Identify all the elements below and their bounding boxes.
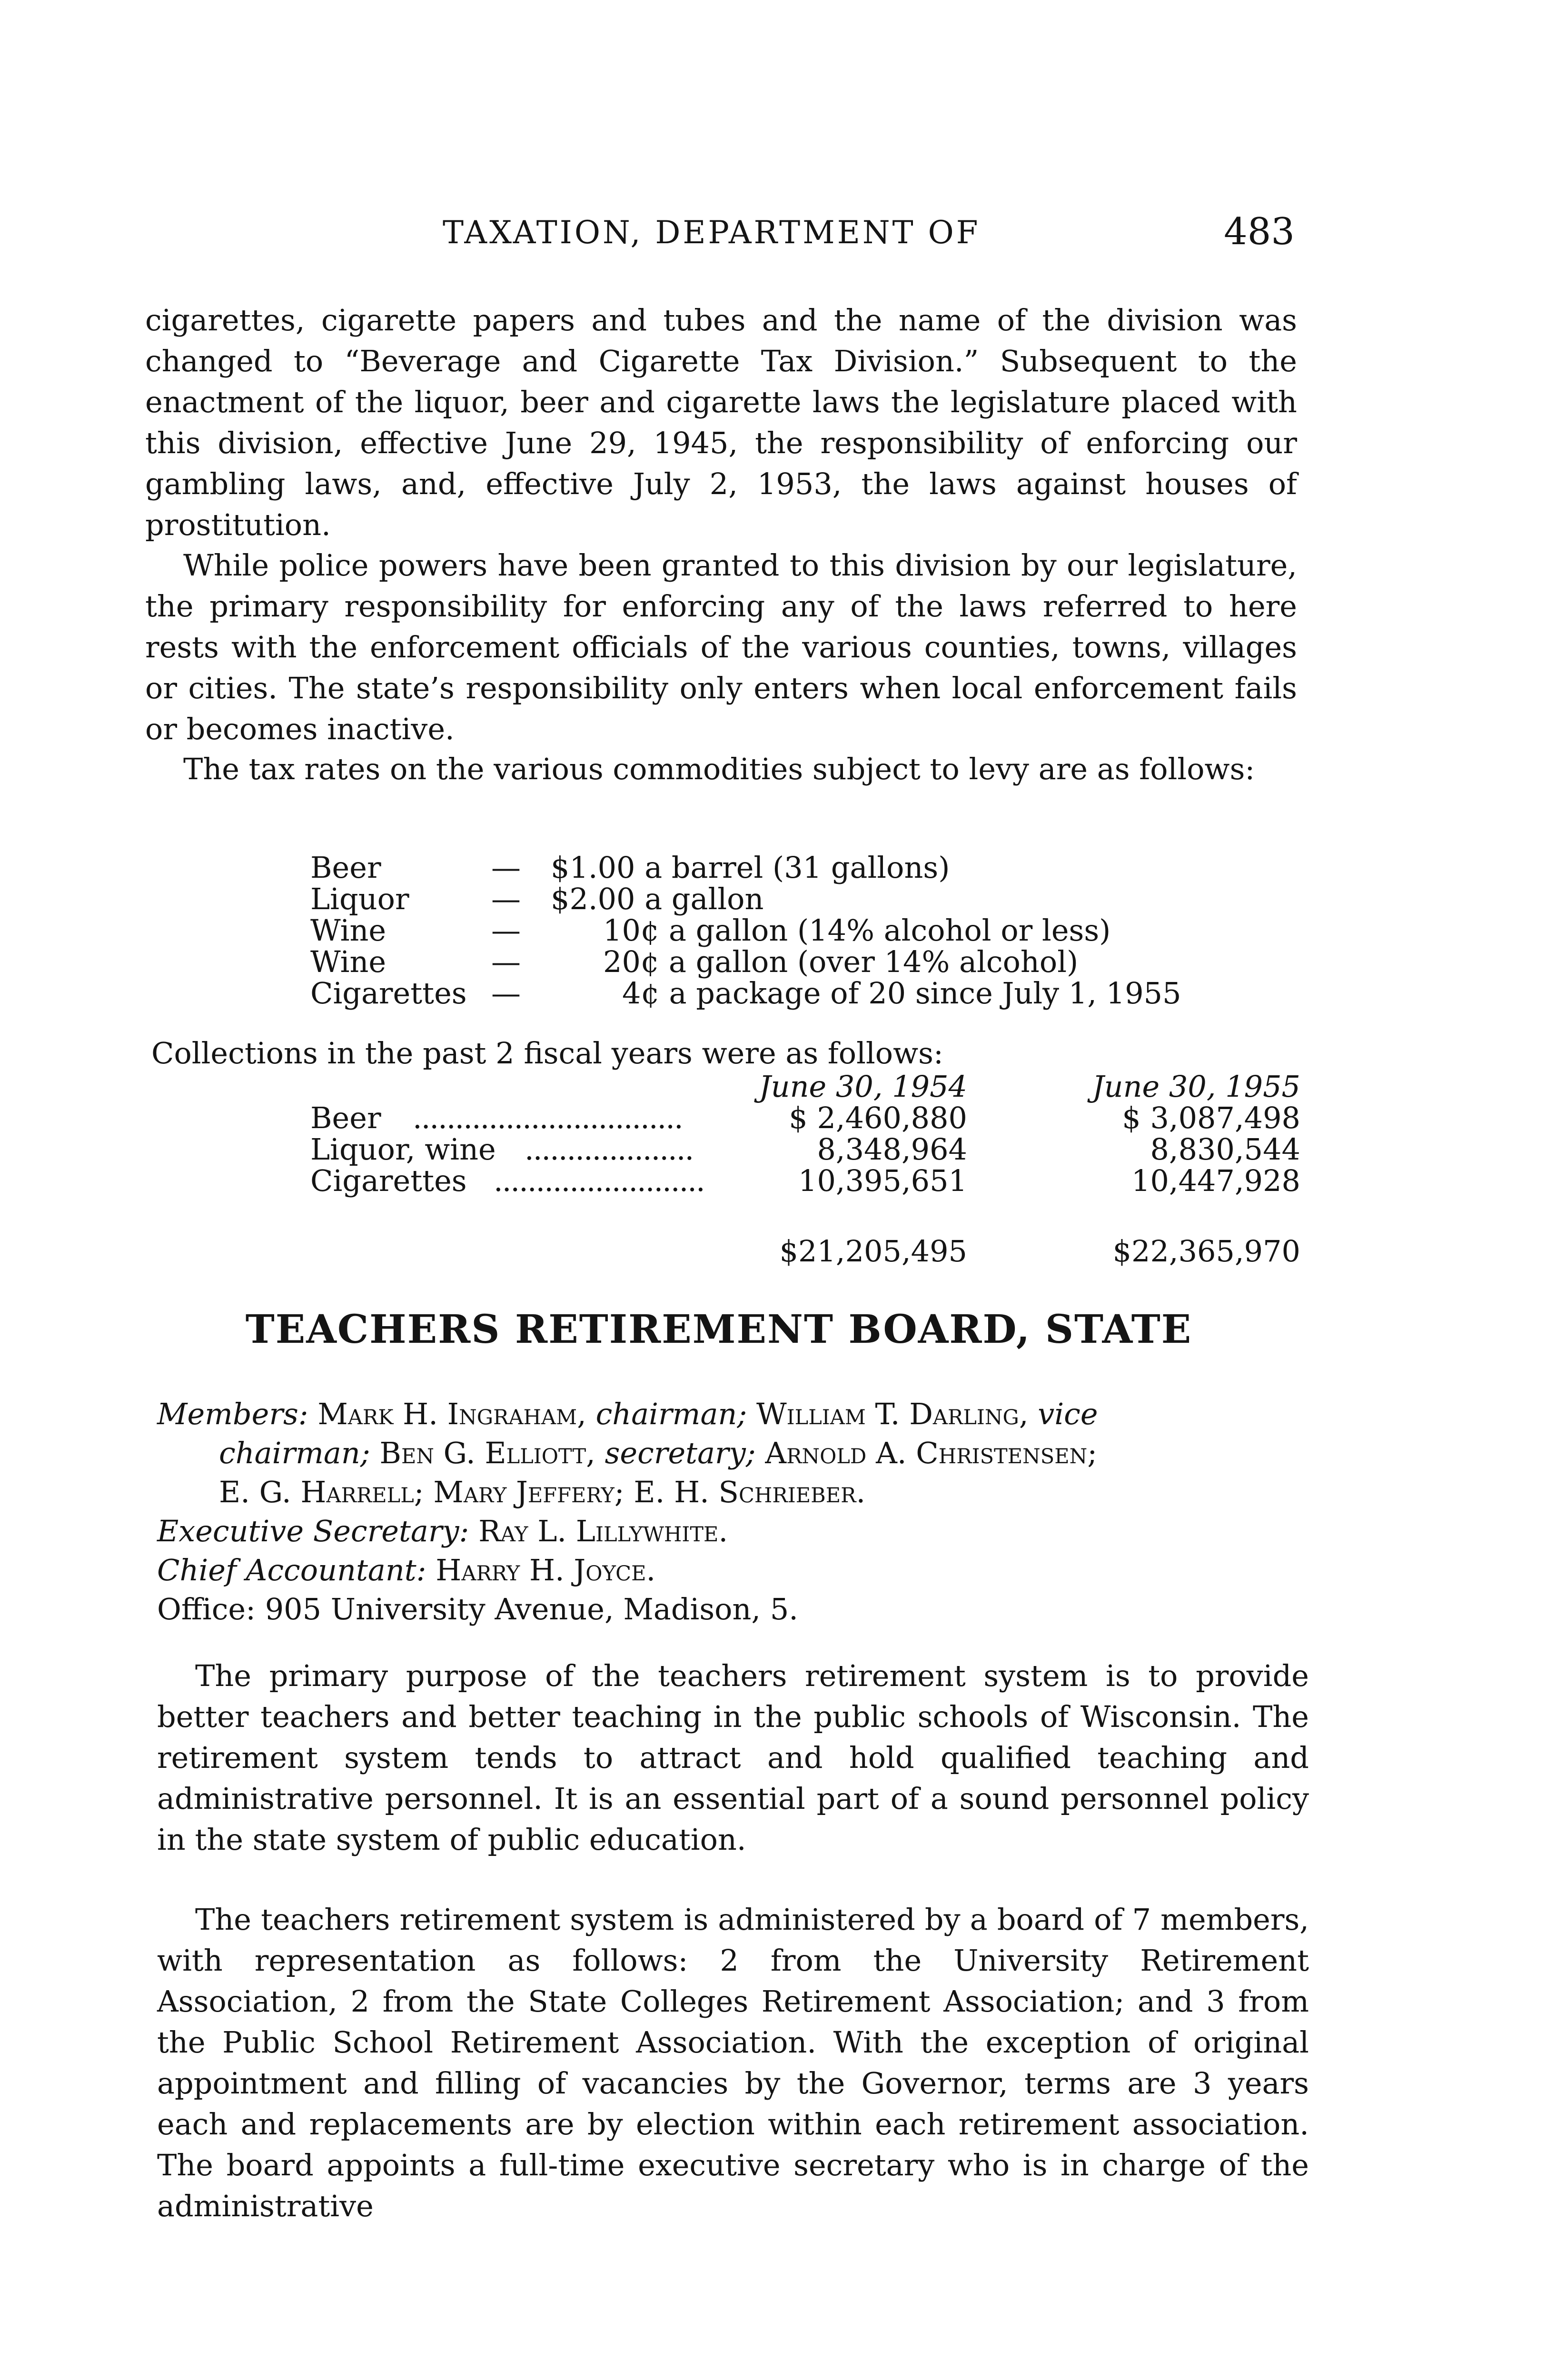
total-1954: $21,205,495 (779, 1234, 967, 1269)
dot-leader: ................................ (413, 1102, 683, 1134)
value-1954: 8,348,964 (817, 1132, 967, 1167)
column-header-1955: June 30, 1955 (1092, 1069, 1300, 1104)
chief-accountant-line (157, 1551, 1309, 1590)
row-label: Liquor, wine (310, 1132, 496, 1167)
total-1955: $22,365,970 (1112, 1234, 1300, 1269)
column-header-1954: June 30, 1954 (759, 1069, 967, 1104)
value-1954: $ 2,460,880 (789, 1101, 967, 1135)
rate-commodity: Liquor (310, 882, 409, 916)
member-role: vice (1038, 1397, 1098, 1431)
member-role: chairman; (219, 1436, 370, 1470)
rate-dash: — (491, 944, 521, 979)
members-label: Members: (157, 1397, 308, 1431)
teachers-paragraph-1: The primary purpose of the teachers retirement system is to provide better teachers and better teaching in the public schools of Wisconsin. The retirement system tends to attract and hold qualified teaching and administrative personnel. It is an essential part of a sound personnel policy in the state system of public education. (157, 1658, 1309, 1857)
members-line (157, 1434, 1309, 1473)
executive-secretary-line (157, 1512, 1309, 1551)
member-role: chairman; (595, 1397, 747, 1431)
rate-dash: — (491, 882, 521, 916)
collections-header-row (310, 1071, 1300, 1102)
table-row (310, 1102, 1300, 1134)
rate-dash: — (491, 850, 521, 885)
rate-dash: — (491, 913, 521, 948)
members-line: E. G. Harrell; Mary Jeffery; E. H. Schrieber. (219, 1475, 866, 1509)
board-listing (157, 1395, 1309, 1629)
members-line (157, 1395, 1309, 1434)
collections-table (310, 1071, 1300, 1197)
member-name: Arnold A. Christensen; (765, 1436, 1098, 1470)
table-row (310, 1165, 1300, 1197)
page-number: 483 (1224, 210, 1295, 253)
taxation-paragraph-3: The tax rates on the various commodities subject to levy are as follows: (183, 752, 1255, 786)
value-1954: 10,395,651 (798, 1163, 967, 1198)
row-label: Cigarettes (310, 1163, 467, 1198)
value-1955: $ 3,087,498 (1122, 1101, 1300, 1135)
dot-leader: ......................... (494, 1165, 704, 1197)
executive-secretary-label: Executive Secretary: (157, 1514, 469, 1548)
rate-value: 20¢ a gallon (over 14% alcohol) (603, 944, 1079, 979)
rate-value: $2.00 a gallon (551, 882, 764, 916)
rate-dash: — (491, 976, 521, 1011)
rate-commodity: Beer (310, 850, 381, 885)
rate-commodity: Wine (310, 944, 386, 979)
executive-secretary-name: Ray L. Lillywhite. (478, 1514, 728, 1548)
row-label: Beer (310, 1101, 381, 1135)
taxation-paragraph-1: cigarettes, cigarette papers and tubes and the name of the division was changed to “Beverage and Cigarette Tax Division.” Subsequent to the enactment of the liquor, beer and cigarette laws the legislature placed with this division, effective June 29, 1945, the responsibility of enforcing our gambling laws, and, effective July 2, 1953, the laws against houses of prostitution. (145, 303, 1297, 542)
value-1955: 10,447,928 (1131, 1163, 1300, 1198)
member-role: secretary; (605, 1436, 756, 1470)
member-name: William T. Darling, (756, 1397, 1029, 1431)
member-name: Mark H. Ingraham, (317, 1397, 586, 1431)
collections-totals-row (310, 1234, 1300, 1267)
running-head-title: TAXATION, DEPARTMENT OF (443, 214, 981, 251)
office-line: Office: 905 University Avenue, Madison, 5. (157, 1592, 798, 1626)
taxation-paragraph-2: While police powers have been granted to this division by our legislature, the primary responsibility for enforcing any of the laws referred to here rests with the enforcement officials of the various counties, towns, villages or cities. The state’s responsibility only enters when local enforcement fails or becomes inactive. (145, 548, 1297, 746)
rate-commodity: Wine (310, 913, 386, 948)
rate-commodity: Cigarettes (310, 976, 467, 1011)
collections-intro: Collections in the past 2 fiscal years were as follows: (151, 1036, 943, 1071)
table-row (310, 1134, 1300, 1165)
rate-value: 4¢ a package of 20 since July 1, 1955 (622, 976, 1181, 1011)
member-name: Ben G. Elliott, (379, 1436, 595, 1470)
value-1955: 8,830,544 (1150, 1132, 1300, 1167)
running-head (143, 210, 1295, 257)
teachers-paragraph-2: The teachers retirement system is administered by a board of 7 members, with representation as follows: 2 from the University Retirement Association, 2 from the State Colleges Retirement Association; and 3 from the Public School Retirement Association. With the exception of original appointment and filling of vacancies by the Governor, terms are 3 years each and replacements are by election within each retirement association. The board appoints a full-time executive secretary who is in charge of the administrative (157, 1902, 1309, 2223)
section-heading: TEACHERS RETIREMENT BOARD, STATE (245, 1307, 1192, 1352)
chief-accountant-name: Harry H. Joyce. (436, 1553, 656, 1587)
rate-value: 10¢ a gallon (14% alcohol or less) (603, 913, 1111, 948)
rate-value: $1.00 a barrel (31 gallons) (551, 850, 950, 885)
dot-leader: .................... (525, 1134, 694, 1165)
chief-accountant-label: Chief Accountant: (157, 1553, 426, 1587)
